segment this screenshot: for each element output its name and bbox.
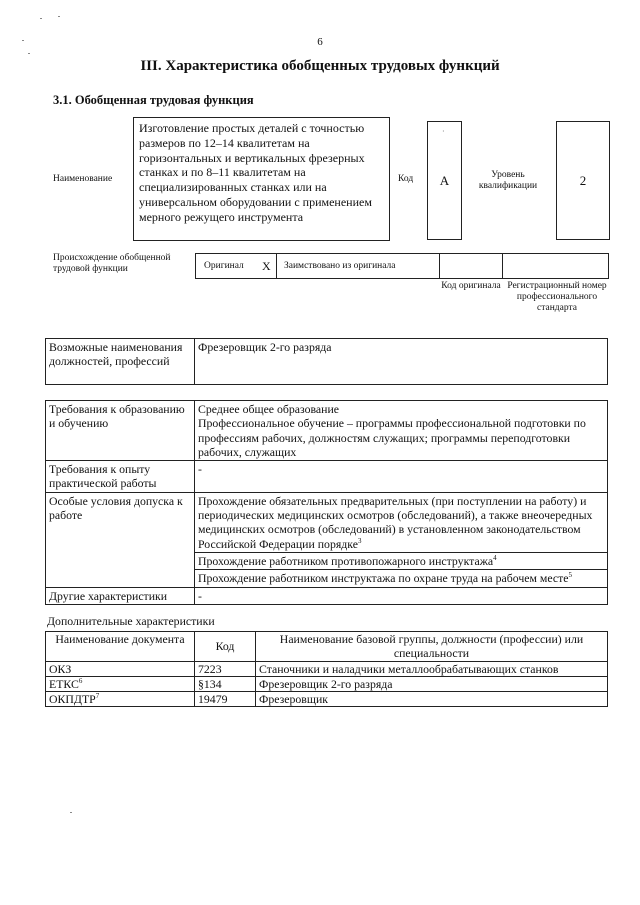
level-value: 2 <box>579 172 587 188</box>
scan-speck <box>40 18 42 19</box>
scan-dot: · <box>442 127 445 136</box>
footnote-ref: 7 <box>95 692 100 701</box>
registration-caption: Регистрационный номер профессионального стандарта <box>507 281 607 313</box>
condition-text: Прохождение работником противопожарного инструктажа <box>198 553 494 568</box>
scan-speck <box>70 812 72 813</box>
doc-name <box>46 676 195 691</box>
footnote-ref: 6 <box>78 676 83 685</box>
other-value: - <box>195 587 608 604</box>
table-row <box>46 492 608 552</box>
table-row <box>46 676 608 691</box>
doc-name <box>46 692 195 707</box>
doc-name <box>46 661 195 676</box>
condition-item <box>195 552 608 569</box>
footnote-ref: 3 <box>357 536 362 545</box>
positions-table <box>45 338 608 385</box>
conditions-label: Особые условия допуска к работе <box>46 492 195 587</box>
original-mark: X <box>262 258 271 273</box>
level-label: Уровень квалификации <box>478 170 538 191</box>
table-row <box>46 339 608 385</box>
code-value: А <box>439 172 450 188</box>
column-header: Наименование базовой группы, должности (профессии) или специальности <box>256 632 608 662</box>
table-row <box>46 401 608 461</box>
origin-table <box>195 253 609 279</box>
doc-name-text: ЕТКС <box>49 676 79 691</box>
doc-code: §134 <box>195 676 256 691</box>
additional-title: Дополнительные характеристики <box>47 614 215 628</box>
origin-label: Происхождение обобщенной трудовой функции <box>53 253 171 274</box>
education-line: Профессиональное обучение – программы профессиональной подготовки по профессиям рабочих, должностям служащих; программы переподготовки рабочих, служащих <box>198 416 586 459</box>
requirements-table <box>45 400 608 605</box>
education-label: Требования к образованию и обучению <box>46 401 195 461</box>
table-row <box>46 461 608 493</box>
education-line: Среднее общее образование <box>198 402 340 416</box>
subsection-title: 3.1. Обобщенная трудовая функция <box>53 93 254 107</box>
experience-value: - <box>195 461 608 493</box>
footnote-ref: 4 <box>493 554 497 563</box>
condition-text: Прохождение работником инструктажа по охране труда на рабочем месте <box>198 571 569 586</box>
level-value-box <box>556 121 610 240</box>
function-name-box: Изготовление простых деталей с точностью размеров по 12–14 квалитетам на горизонтальных и вертикальных фрезерных станках и по 8–11 квалитетам на специализированных станках или на универсальном оборудовании с применением мерного режущего инструмента <box>133 117 390 241</box>
condition-item <box>195 492 608 552</box>
table-header-row <box>46 632 608 662</box>
doc-code: 19479 <box>195 692 256 707</box>
column-header: Наименование документа <box>46 632 195 662</box>
page-number: 6 <box>317 36 323 48</box>
other-label: Другие характеристики <box>46 587 195 604</box>
doc-group-name: Фрезеровщик <box>256 692 608 707</box>
table-row <box>46 692 608 707</box>
doc-group-name: Фрезеровщик 2-го разряда <box>256 676 608 691</box>
doc-name-text: ОКЗ <box>49 661 72 676</box>
experience-label: Требования к опыту практической работы <box>46 461 195 493</box>
doc-name-text: ОКПДТР <box>49 692 96 707</box>
table-row <box>46 587 608 604</box>
code-label: Код <box>398 174 414 184</box>
section-title: III. Характеристика обобщенных трудовых функций <box>140 58 500 74</box>
positions-value: Фрезеровщик 2-го разряда <box>195 339 608 385</box>
education-value <box>195 401 608 461</box>
scan-speck <box>58 16 60 17</box>
name-label: Наименование <box>53 174 113 184</box>
condition-item <box>195 570 608 587</box>
column-header: Код <box>195 632 256 662</box>
positions-label: Возможные наименования должностей, профессий <box>46 339 195 385</box>
footnote-ref: 5 <box>568 571 573 580</box>
condition-text: Прохождение обязательных предварительных (при поступлении на работу) и периодических медицинских осмотров (обследований), а также внеочередных медицинских осмотров (обследований) в установленном законодательством Российской Федерации порядке <box>198 493 593 551</box>
additional-table <box>45 631 608 707</box>
code-value-box <box>427 121 462 240</box>
original-code-caption: Код оригинала <box>441 281 501 291</box>
scan-speck <box>28 53 30 54</box>
doc-code: 7223 <box>195 661 256 676</box>
original-label: Оригинал <box>204 261 244 271</box>
table-row <box>46 661 608 676</box>
doc-group-name: Станочники и наладчики металлообрабатывающих станков <box>256 661 608 676</box>
borrowed-label: Заимствовано из оригинала <box>284 261 396 271</box>
